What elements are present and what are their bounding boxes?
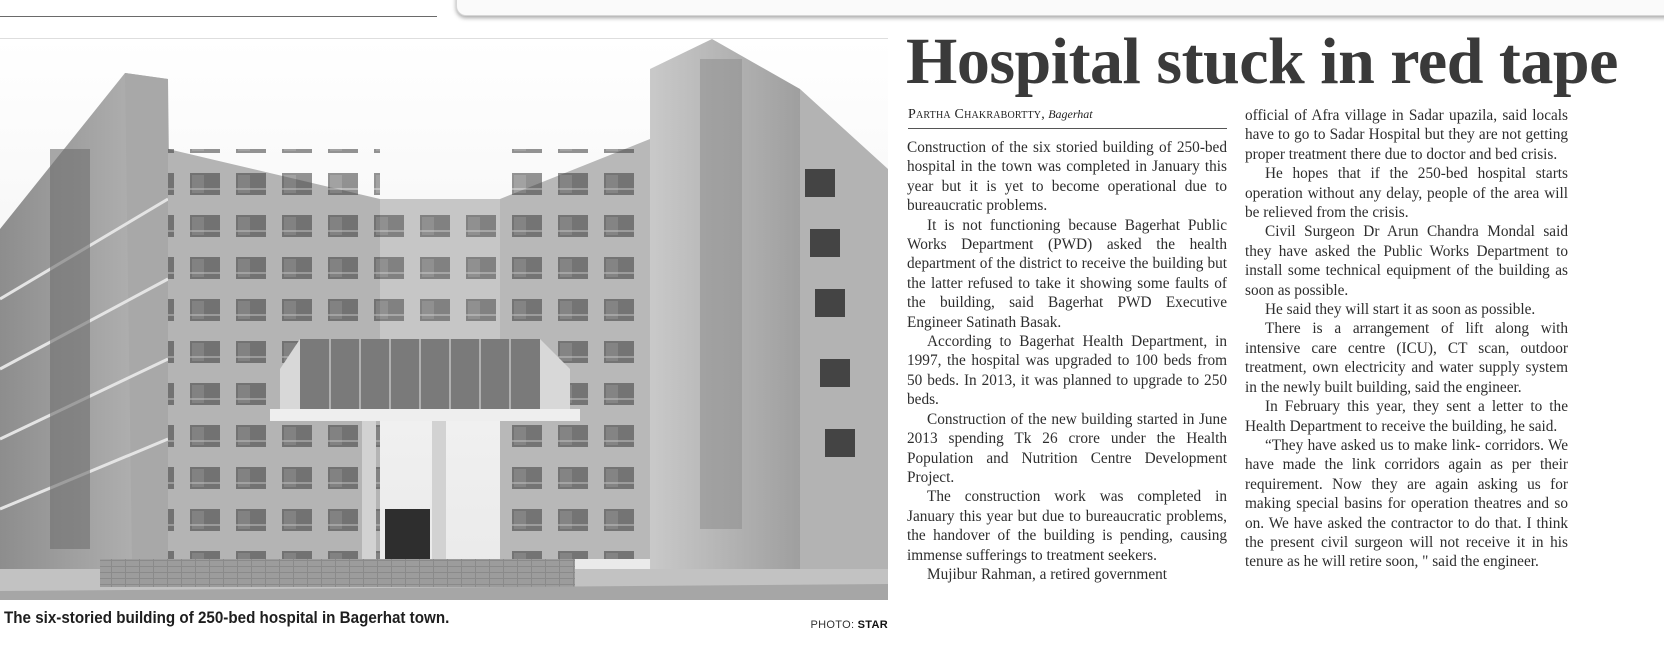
article-column-1: [907, 138, 1227, 584]
byline-place: Bagerhat: [1048, 107, 1093, 121]
article-headline: Hospital stuck in red tape: [906, 25, 1618, 98]
top-rule: [0, 16, 437, 17]
article-column-2: [1245, 106, 1568, 572]
article-paragraph: In February this year, they sent a letter to the Health Department to receive the building, he said.: [1245, 398, 1568, 435]
article-paragraph: He hopes that if the 250-bed hospital starts operation without any delay, people of the area will be relieved from the crisis.: [1245, 165, 1568, 222]
photo-credit-source: STAR: [857, 619, 888, 631]
article-paragraph: Civil Surgeon Dr Arun Chandra Mondal said they have asked the Public Works Department to install some technical equipment of the building as soon as possible.: [1245, 223, 1568, 299]
article-paragraph: The construction work was completed in January this year but due to bureaucratic problems, the handover of the building is pending, causing immense sufferings to treatment seekers.: [907, 488, 1227, 564]
photo-credit-label: PHOTO:: [810, 619, 855, 631]
byline: [908, 106, 1227, 129]
article-paragraph: Construction of the six storied building of 250-bed hospital in the town was completed in January this year but it is yet to become operational due to bureaucratic problems.: [907, 139, 1227, 215]
article-paragraph: Construction of the new building started in June 2013 spending Tk 26 crore under the Health Population and Nutrition Centre Development Project.: [907, 410, 1227, 486]
article-paragraph: Mujibur Rahman, a retired government: [927, 565, 1168, 583]
photo-credit: [811, 619, 888, 631]
article-paragraph: “They have asked us to make link- corridors. We have made the link corridors again as per their requirement. Now they are again asking us for making special basins for operation theatres and so on. We have asked the contractor to do that. I think the present civil surgeon will not receive it in his tenure as he will retire soon, " said the engineer.: [1245, 436, 1568, 571]
article-paragraph: official of Afra village in Sadar upazila, said locals have to go to Sadar Hospital but they are not getting proper treatment there due to doctor and bed crisis.: [1245, 107, 1568, 163]
hospital-building-photo: [0, 39, 888, 600]
photo-caption: The six-storied building of 250-bed hospital in Bagerhat town.: [4, 609, 450, 627]
article-paragraph: There is a arrangement of lift along with intensive care centre (ICU), CT scan, outdoor treatment, own electricity and water supply system in the newly built building, said the engineer.: [1245, 320, 1568, 396]
article-paragraph: It is not functioning because Bagerhat Public Works Department (PWD) asked the health department of the district to receive the building but the latter refused to take it showing some faults of the building, said Bagerhat PWD Executive Engineer Satinath Basak.: [907, 216, 1227, 331]
article-paragraph: He said they will start it as soon as possible.: [1265, 301, 1536, 319]
byline-author: Partha Chakrabortty,: [908, 107, 1045, 122]
top-overlay-panel: [456, 0, 1664, 16]
article-paragraph: According to Bagerhat Health Department, in 1997, the hospital was upgraded to 100 beds from 50 beds. In 2013, it was planned to upgrade to 250 beds.: [907, 333, 1227, 409]
